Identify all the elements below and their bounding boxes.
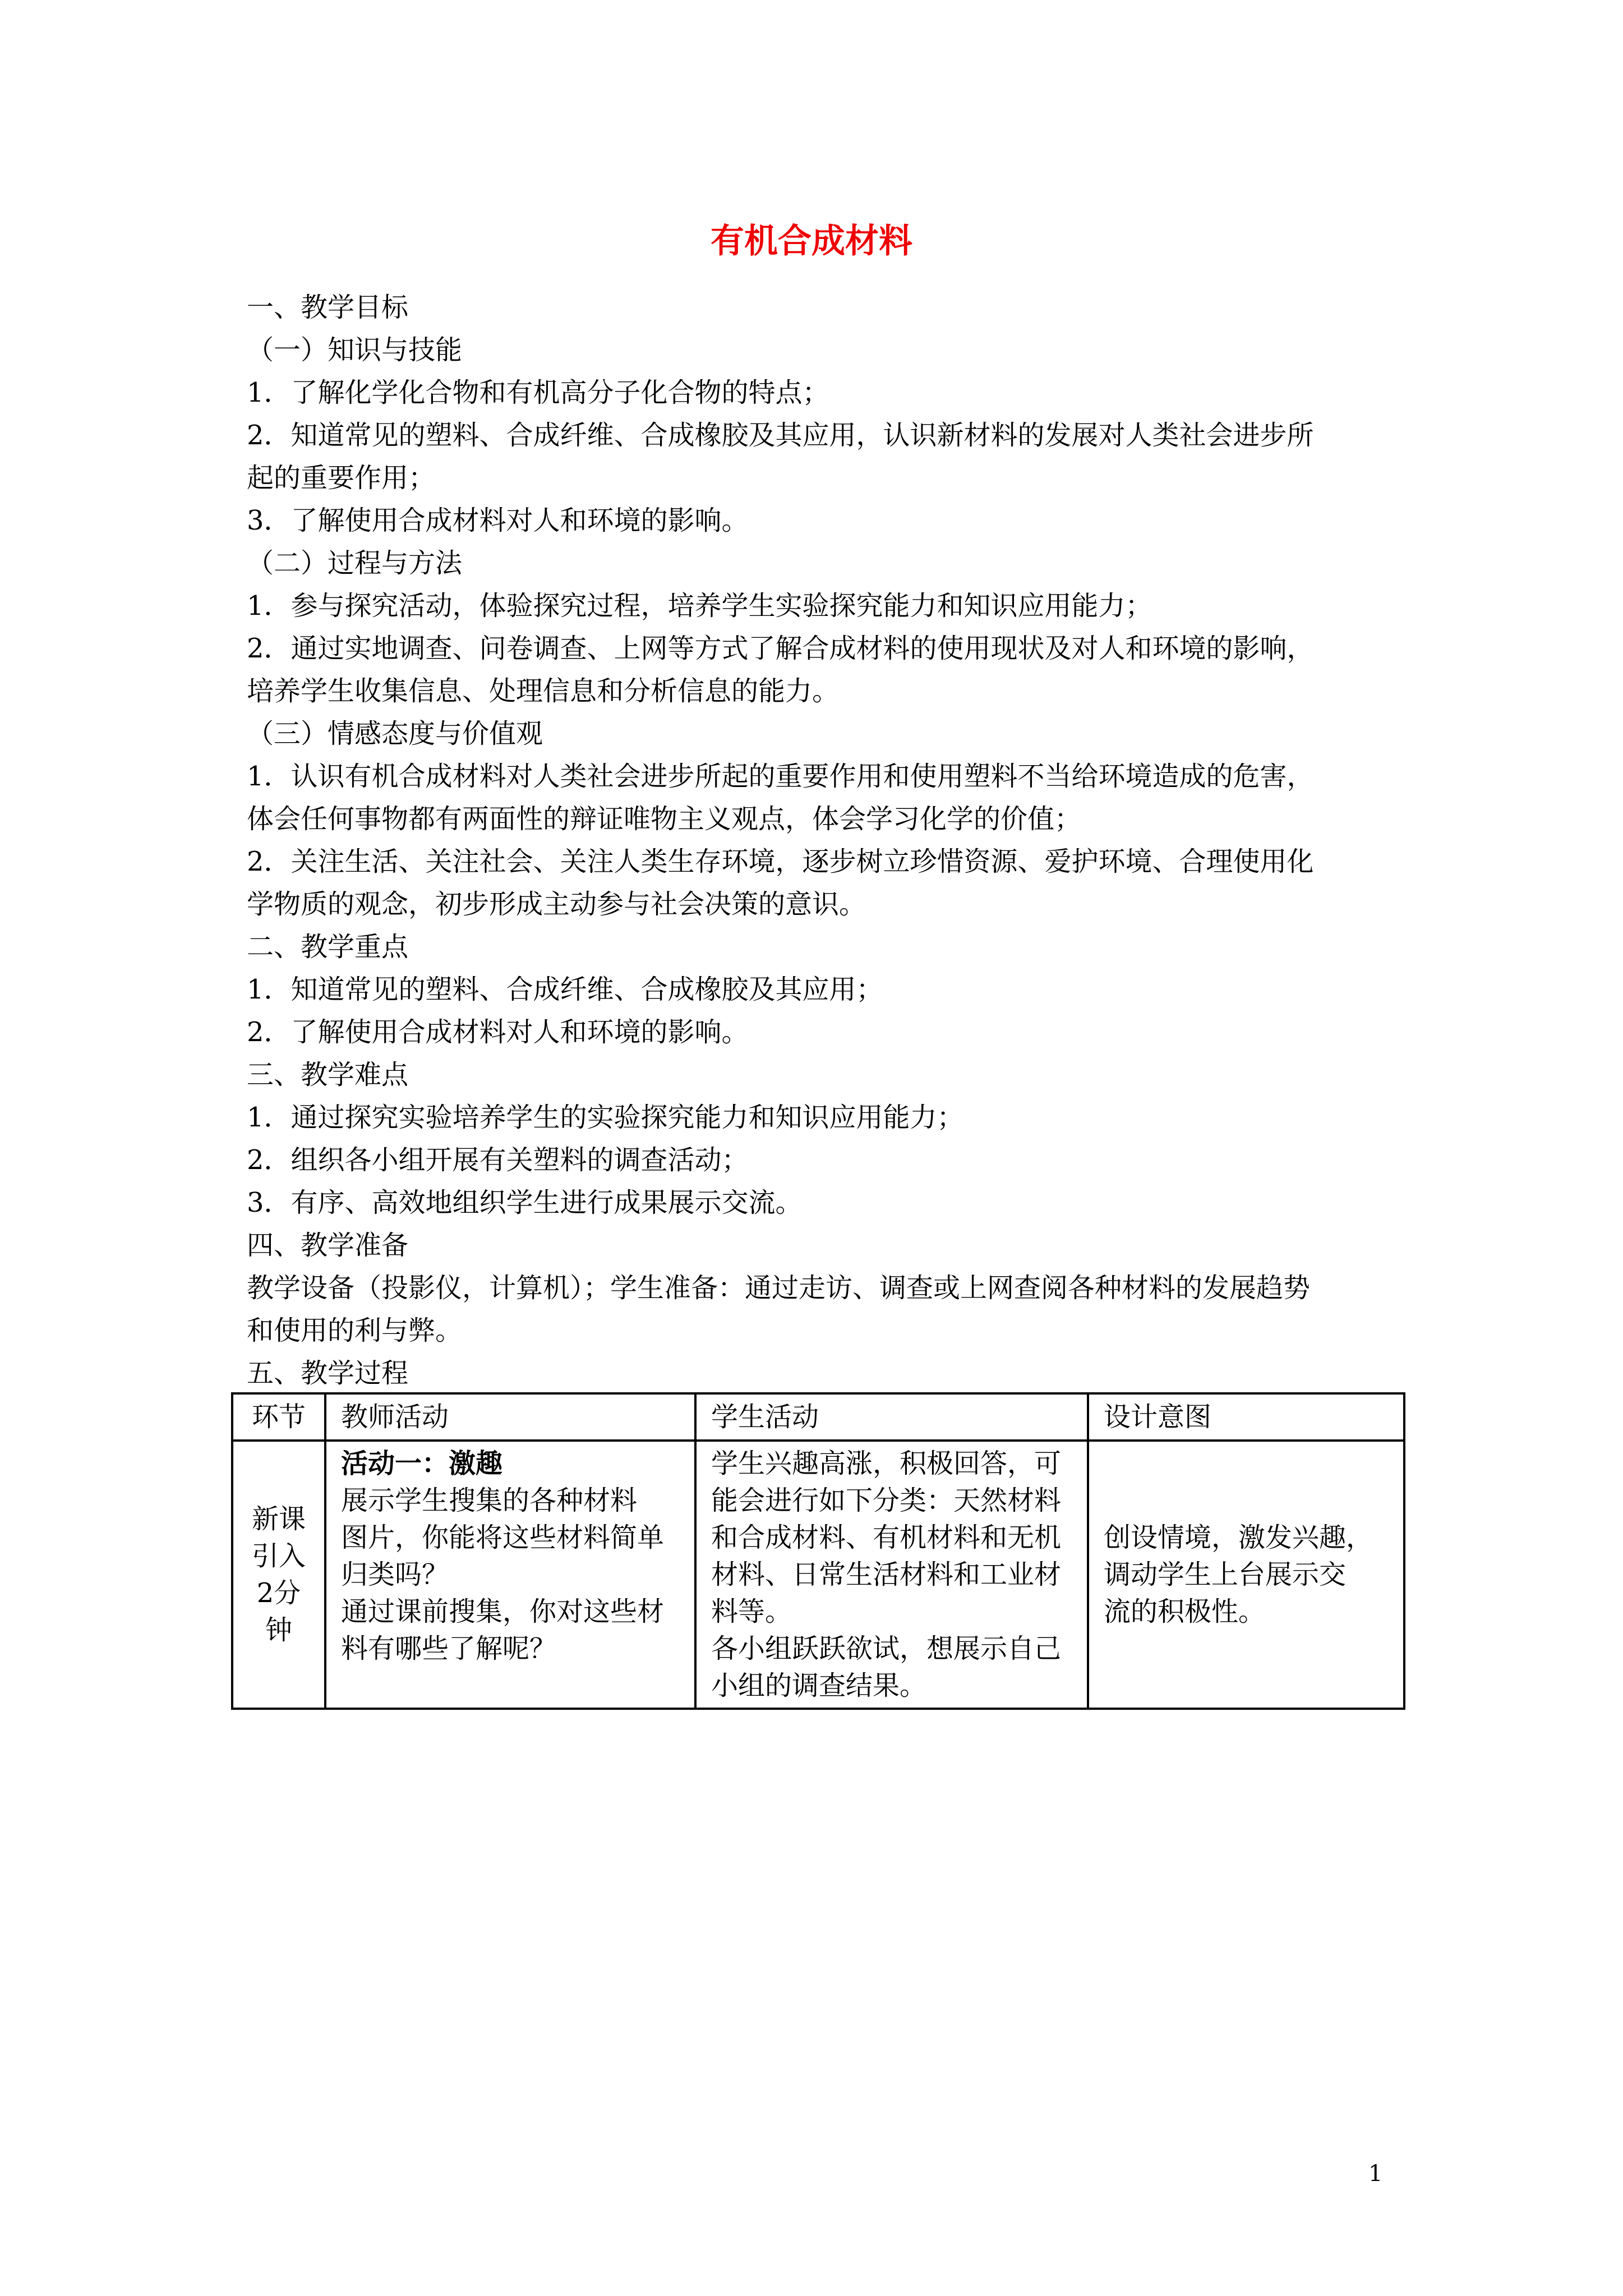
cell-line: 各小组跃跃欲试，想展示自己 [711,1633,1062,1664]
paragraph-line: 2．组织各小组开展有关塑料的调查活动； [247,1144,749,1176]
stage-line: 2分 [256,1577,301,1609]
paragraph-line: 起的重要作用； [247,462,436,494]
paragraph-line: 和使用的利与弊。 [247,1315,463,1346]
paragraph-line: 教学设备（投影仪，计算机）；学生准备：通过走访、调查或上网查阅各种材料的发展趋势 [247,1272,1311,1304]
paragraph-line: 1．通过探究实验培养学生的实验探究能力和知识应用能力； [247,1102,964,1133]
cell-line: 创设情境，激发兴趣， [1104,1522,1373,1553]
paragraph-line: 2．了解使用合成材料对人和环境的影响。 [247,1016,749,1048]
cell-line: 通过课前搜集，你对这些材 [341,1596,665,1627]
section-heading-key-points: 二、教学重点 [247,931,409,963]
section-heading-difficulties: 三、教学难点 [247,1059,409,1091]
paragraph-line: 培养学生收集信息、处理信息和分析信息的能力。 [247,675,840,707]
teacher-activity-cell [325,1441,695,1709]
cell-line: 材料、日常生活材料和工业材 [711,1559,1062,1590]
header-stage: 环节 [232,1393,325,1441]
paragraph-line: 2．通过实地调查、问卷调查、上网等方式了解合成材料的使用现状及对人和环境的影响， [247,633,1314,664]
table-row [232,1441,1404,1709]
cell-line: 料等。 [711,1596,792,1627]
stage-line: 钟 [265,1614,292,1646]
cell-line: 料有哪些了解呢？ [341,1633,557,1664]
paragraph-line: 3．有序、高效地组织学生进行成果展示交流。 [247,1187,803,1218]
paragraph-line: 1．认识有机合成材料对人类社会进步所起的重要作用和使用塑料不当给环境造成的危害， [247,761,1314,792]
paragraph-line: 3．了解使用合成材料对人和环境的影响。 [247,505,749,536]
subheading-attitude: （三）情感态度与价值观 [247,718,543,749]
cell-line: 图片，你能将这些材料简单 [341,1522,665,1553]
document-title: 有机合成材料 [711,222,912,261]
section-heading-goals: 一、教学目标 [247,292,409,323]
header-student-activity: 学生活动 [695,1393,1088,1441]
cell-line: 调动学生上台展示交 [1104,1559,1347,1590]
paragraph-line: 学物质的观念，初步形成主动参与社会决策的意识。 [247,889,866,920]
stage-line: 新课 [251,1503,306,1535]
table-header-row [232,1393,1404,1441]
cell-line: 能会进行如下分类：天然材料 [711,1485,1062,1516]
header-teacher-activity: 教师活动 [325,1393,695,1441]
cell-line: 流的积极性。 [1104,1596,1266,1627]
teaching-process-table [231,1392,1405,1710]
subheading-process: （二）过程与方法 [247,547,463,579]
design-intent-cell [1088,1441,1404,1709]
paragraph-line: 2．关注生活、关注社会、关注人类生存环境，逐步树立珍惜资源、爱护环境、合理使用化 [247,846,1314,877]
activity-heading: 活动一：激趣 [341,1448,503,1479]
cell-line: 归类吗？ [341,1559,449,1590]
paragraph-line: 2．知道常见的塑料、合成纤维、合成橡胶及其应用，认识新材料的发展对人类社会进步所 [247,420,1314,451]
section-heading-preparation: 四、教学准备 [247,1230,409,1261]
stage-line: 引入 [251,1540,306,1572]
paragraph-line: 体会任何事物都有两面性的辩证唯物主义观点，体会学习化学的价值； [247,803,1082,835]
cell-line: 和合成材料、有机材料和无机 [711,1522,1062,1553]
student-activity-cell [695,1441,1088,1709]
section-heading-process: 五、教学过程 [247,1358,409,1389]
paragraph-line: 1．知道常见的塑料、合成纤维、合成橡胶及其应用； [247,974,883,1005]
header-design-intent: 设计意图 [1088,1393,1404,1441]
paragraph-line: 1．了解化学化合物和有机高分子化合物的特点； [247,377,829,408]
page-number: 1 [1368,2161,1383,2187]
cell-line: 学生兴趣高涨，积极回答，可 [711,1448,1062,1479]
paragraph-line: 1．参与探究活动，体验探究过程，培养学生实验探究能力和知识应用能力； [247,590,1152,622]
subheading-knowledge: （一）知识与技能 [247,334,463,366]
stage-cell [232,1441,325,1709]
cell-line: 展示学生搜集的各种材料 [341,1485,638,1516]
cell-line: 小组的调查结果。 [711,1670,927,1701]
